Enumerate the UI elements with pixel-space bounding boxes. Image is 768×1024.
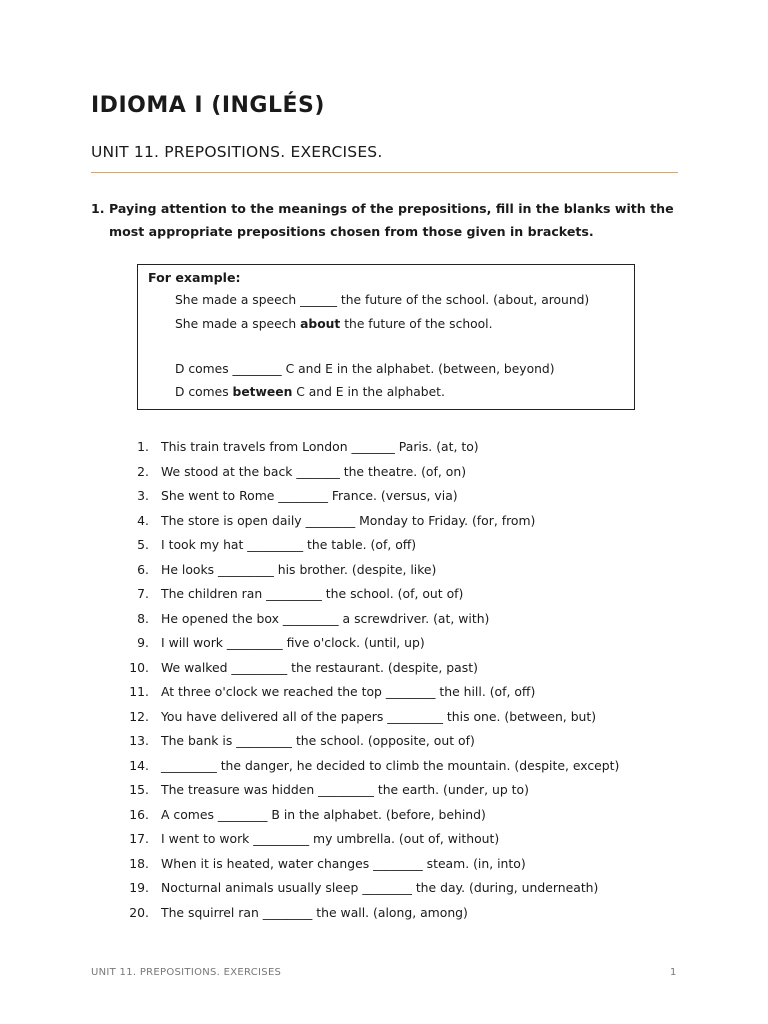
exercise-item	[0, 829, 768, 854]
exercise-text: You have delivered all of the papers _________ this one. (between, but)	[161, 708, 597, 724]
page-number: 1	[670, 967, 677, 978]
exercise-number: 4.	[137, 512, 149, 528]
exercise-item	[0, 437, 768, 462]
example-text: C and E in the alphabet.	[292, 385, 445, 399]
exercise-item	[0, 486, 768, 511]
exercise-item	[0, 584, 768, 609]
exercise-number: 8.	[137, 610, 149, 626]
exercise-number: 15.	[129, 782, 149, 797]
exercise-number: 13.	[129, 733, 149, 748]
example-answer: between	[232, 385, 293, 399]
exercise-text: _________ the danger, he decided to climb the mountain. (despite, except)	[161, 757, 620, 773]
unit-subtitle: UNIT 11. PREPOSITIONS. EXERCISES.	[91, 143, 383, 161]
exercise-item	[0, 805, 768, 830]
exercise-item	[0, 780, 768, 805]
exercise-text: This train travels from London _______ Paris. (at, to)	[161, 439, 479, 454]
exercise-number: 14.	[129, 757, 149, 773]
orange-divider	[91, 172, 678, 173]
exercise-item	[0, 903, 768, 928]
exercise-text: Nocturnal animals usually sleep ________ the day. (during, underneath)	[161, 880, 599, 895]
exercise-text: The squirrel ran ________ the wall. (along, among)	[161, 904, 468, 920]
exercise-item	[0, 731, 768, 756]
exercise-number: 9.	[137, 635, 149, 650]
exercise-text: I went to work _________ my umbrella. (out of, without)	[161, 831, 500, 846]
exercise-text: At three o'clock we reached the top ________ the hill. (of, off)	[161, 684, 536, 699]
exercise-text: When it is heated, water changes ________ steam. (in, into)	[161, 855, 526, 871]
exercise-number: 20.	[129, 904, 149, 920]
exercise-number: 7.	[137, 586, 149, 601]
exercise-text: He looks _________ his brother. (despite, like)	[161, 561, 437, 577]
exercise-number: 18.	[129, 855, 149, 871]
instruction-text: Paying attention to the meanings of the prepositions, fill in the blanks with the most appropriate prepositions chosen from those given in brackets.	[109, 201, 674, 239]
example-heading: For example:	[148, 270, 241, 285]
exercise-text: We stood at the back _______ the theatre. (of, on)	[161, 463, 467, 479]
exercise-text: The store is open daily ________ Monday to Friday. (for, from)	[161, 512, 536, 528]
example-text: D comes	[175, 385, 233, 399]
exercise-number: 11.	[129, 684, 149, 699]
exercise-number: 3.	[137, 488, 149, 503]
exercise-item	[0, 707, 768, 732]
exercise-item	[0, 878, 768, 903]
example-box	[137, 264, 635, 410]
exercise-text: I will work _________ five o'clock. (until, up)	[161, 635, 425, 650]
footer-unit-label: UNIT 11. PREPOSITIONS. EXERCISES	[91, 967, 282, 978]
example-line: D comes ________ C and E in the alphabet. (between, beyond)	[175, 362, 555, 376]
exercise-item	[0, 560, 768, 585]
exercise-item	[0, 633, 768, 658]
exercise-text: The children ran _________ the school. (of, out of)	[161, 586, 464, 601]
example-answer: about	[300, 317, 341, 331]
exercise-item	[0, 854, 768, 879]
exercise-text: The treasure was hidden _________ the earth. (under, up to)	[161, 782, 529, 797]
exercise-number: 6.	[137, 561, 149, 577]
exercise-item	[0, 462, 768, 487]
exercise-number: 19.	[129, 880, 149, 895]
exercise-item	[0, 609, 768, 634]
exercise-text: A comes ________ B in the alphabet. (before, behind)	[161, 806, 486, 822]
exercise-number: 10.	[129, 659, 149, 675]
exercise-item	[0, 511, 768, 536]
exercise-instruction	[91, 197, 681, 243]
instruction-number: 1.	[91, 201, 105, 216]
exercise-number: 12.	[129, 708, 149, 724]
exercise-number: 17.	[129, 831, 149, 846]
exercise-text: I took my hat _________ the table. (of, off)	[161, 537, 417, 552]
exercise-item	[0, 535, 768, 560]
exercise-number: 2.	[137, 463, 149, 479]
example-text: She made a speech	[175, 317, 301, 331]
exercise-text: We walked _________ the restaurant. (despite, past)	[161, 659, 478, 675]
exercise-number: 1.	[137, 439, 149, 454]
example-text: the future of the school.	[340, 317, 493, 331]
exercise-item	[0, 658, 768, 683]
exercise-text: She went to Rome ________ France. (versus, via)	[161, 488, 458, 503]
example-answer-line	[175, 317, 493, 331]
example-line: She made a speech ______ the future of the school. (about, around)	[175, 293, 590, 307]
example-answer-line	[175, 385, 445, 399]
document-title: IDIOMA I (INGLÉS)	[91, 93, 325, 118]
exercise-text: He opened the box _________ a screwdriver. (at, with)	[161, 610, 490, 626]
exercise-text: The bank is _________ the school. (opposite, out of)	[161, 733, 475, 748]
exercise-item	[0, 682, 768, 707]
exercise-item	[0, 756, 768, 781]
exercise-list	[0, 437, 768, 927]
exercise-number: 16.	[129, 806, 149, 822]
exercise-number: 5.	[137, 537, 149, 552]
